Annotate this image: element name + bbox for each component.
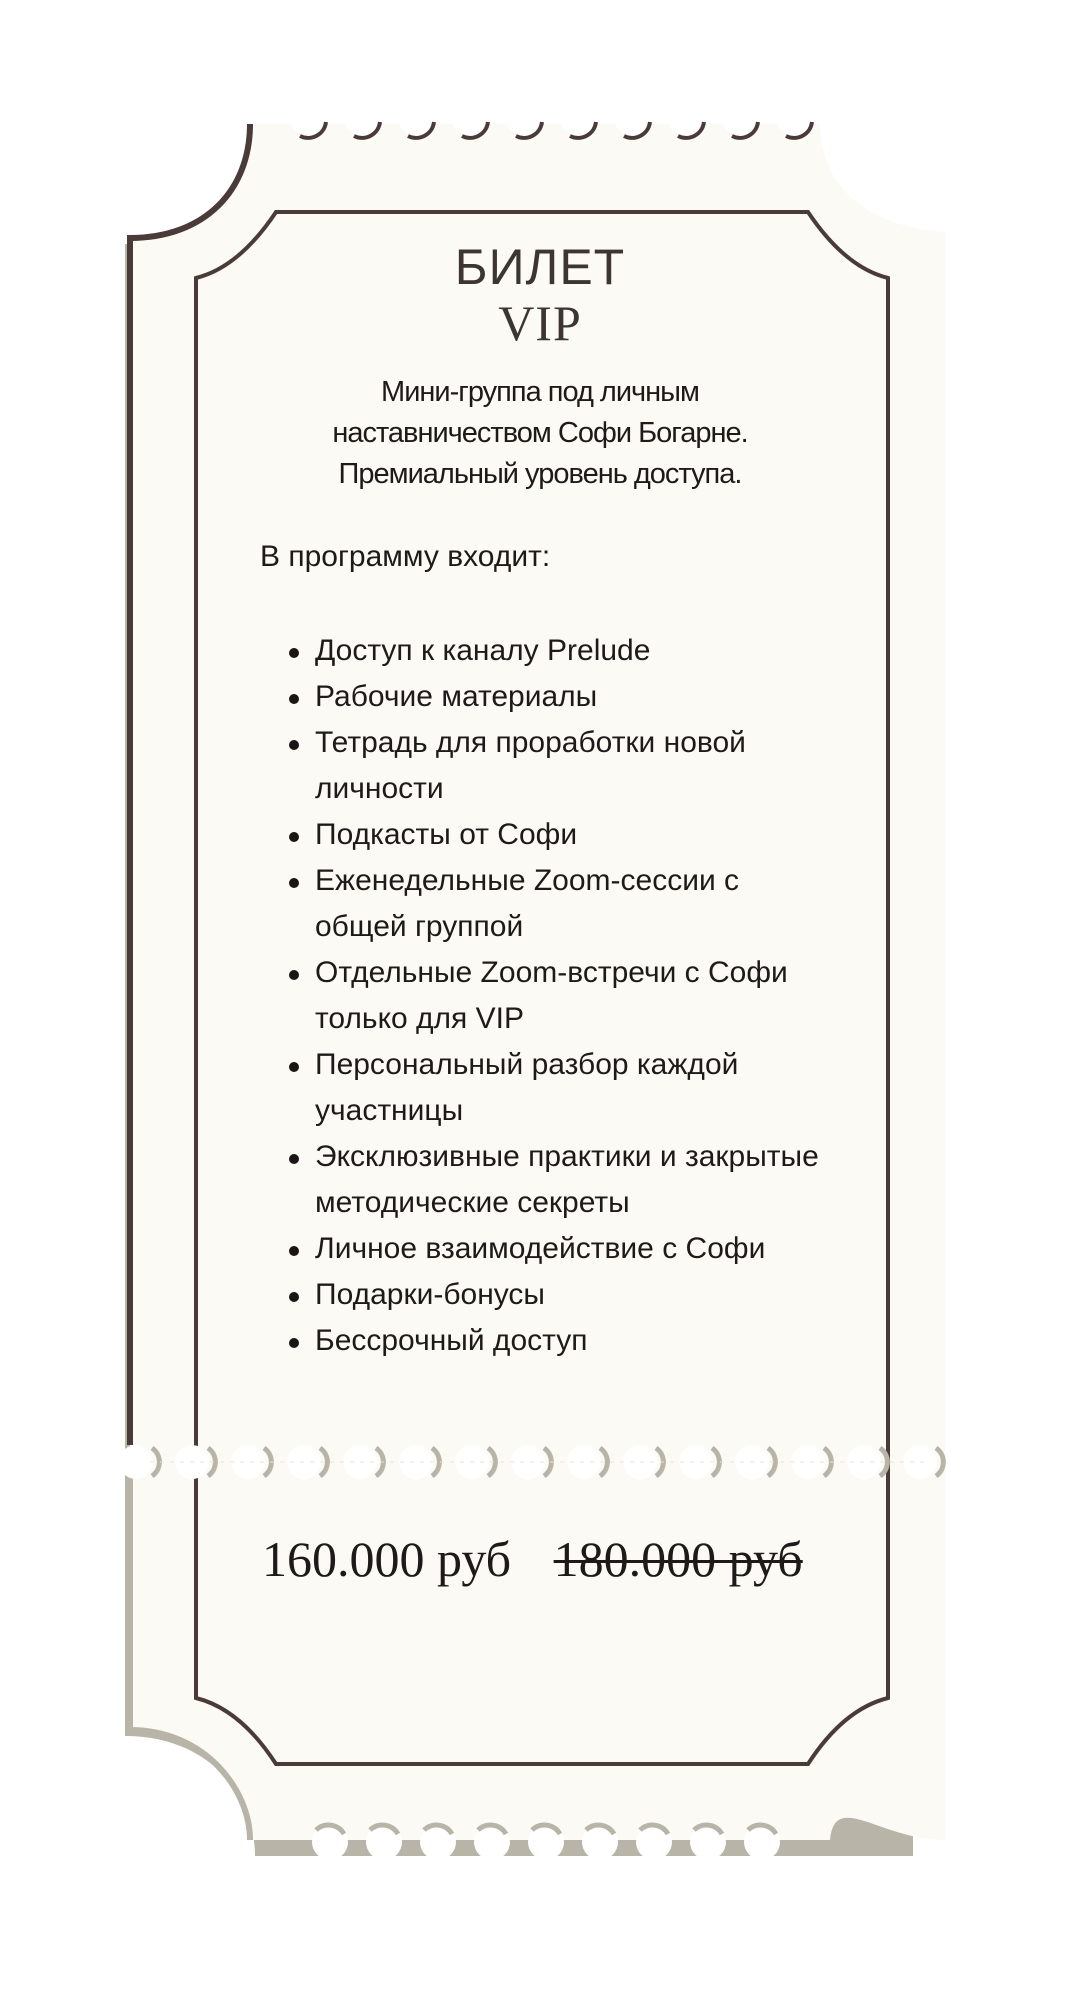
feature-item: Персональный разбор каждой участницы — [280, 1042, 820, 1134]
feature-list — [280, 628, 820, 1364]
feature-item: Рабочие материалы — [280, 674, 820, 720]
price-row — [262, 1530, 803, 1588]
ticket-subtitle-line: Мини-группа под личным — [381, 376, 699, 408]
current-price: 160.000 руб — [262, 1531, 512, 1587]
feature-item: Бессрочный доступ — [280, 1318, 820, 1364]
old-price: 180.000 руб — [553, 1531, 803, 1587]
feature-item: Подарки-бонусы — [280, 1272, 820, 1318]
feature-item: Тетрадь для проработки новой личности — [280, 720, 820, 812]
ticket-subtitle-line: наставничеством Софи Богарне. — [332, 417, 748, 449]
feature-item: Доступ к каналу Prelude — [280, 628, 820, 674]
program-label: В программу входит: — [260, 540, 551, 573]
feature-item: Личное взаимодействие с Софи — [280, 1226, 820, 1272]
ticket-subtitle-line: Премиальный уровень доступа. — [338, 458, 742, 490]
feature-item: Отдельные Zoom-встречи с Софи только для VIP — [280, 950, 820, 1042]
ticket-tier: VIP — [498, 295, 582, 351]
feature-item: Подкасты от Софи — [280, 812, 820, 858]
ticket-title: БИЛЕТ — [454, 239, 626, 295]
feature-item: Эксклюзивные практики и закрытые методические секреты — [280, 1134, 820, 1226]
feature-item: Еженедельные Zoom-сессии с общей группой — [280, 858, 820, 950]
